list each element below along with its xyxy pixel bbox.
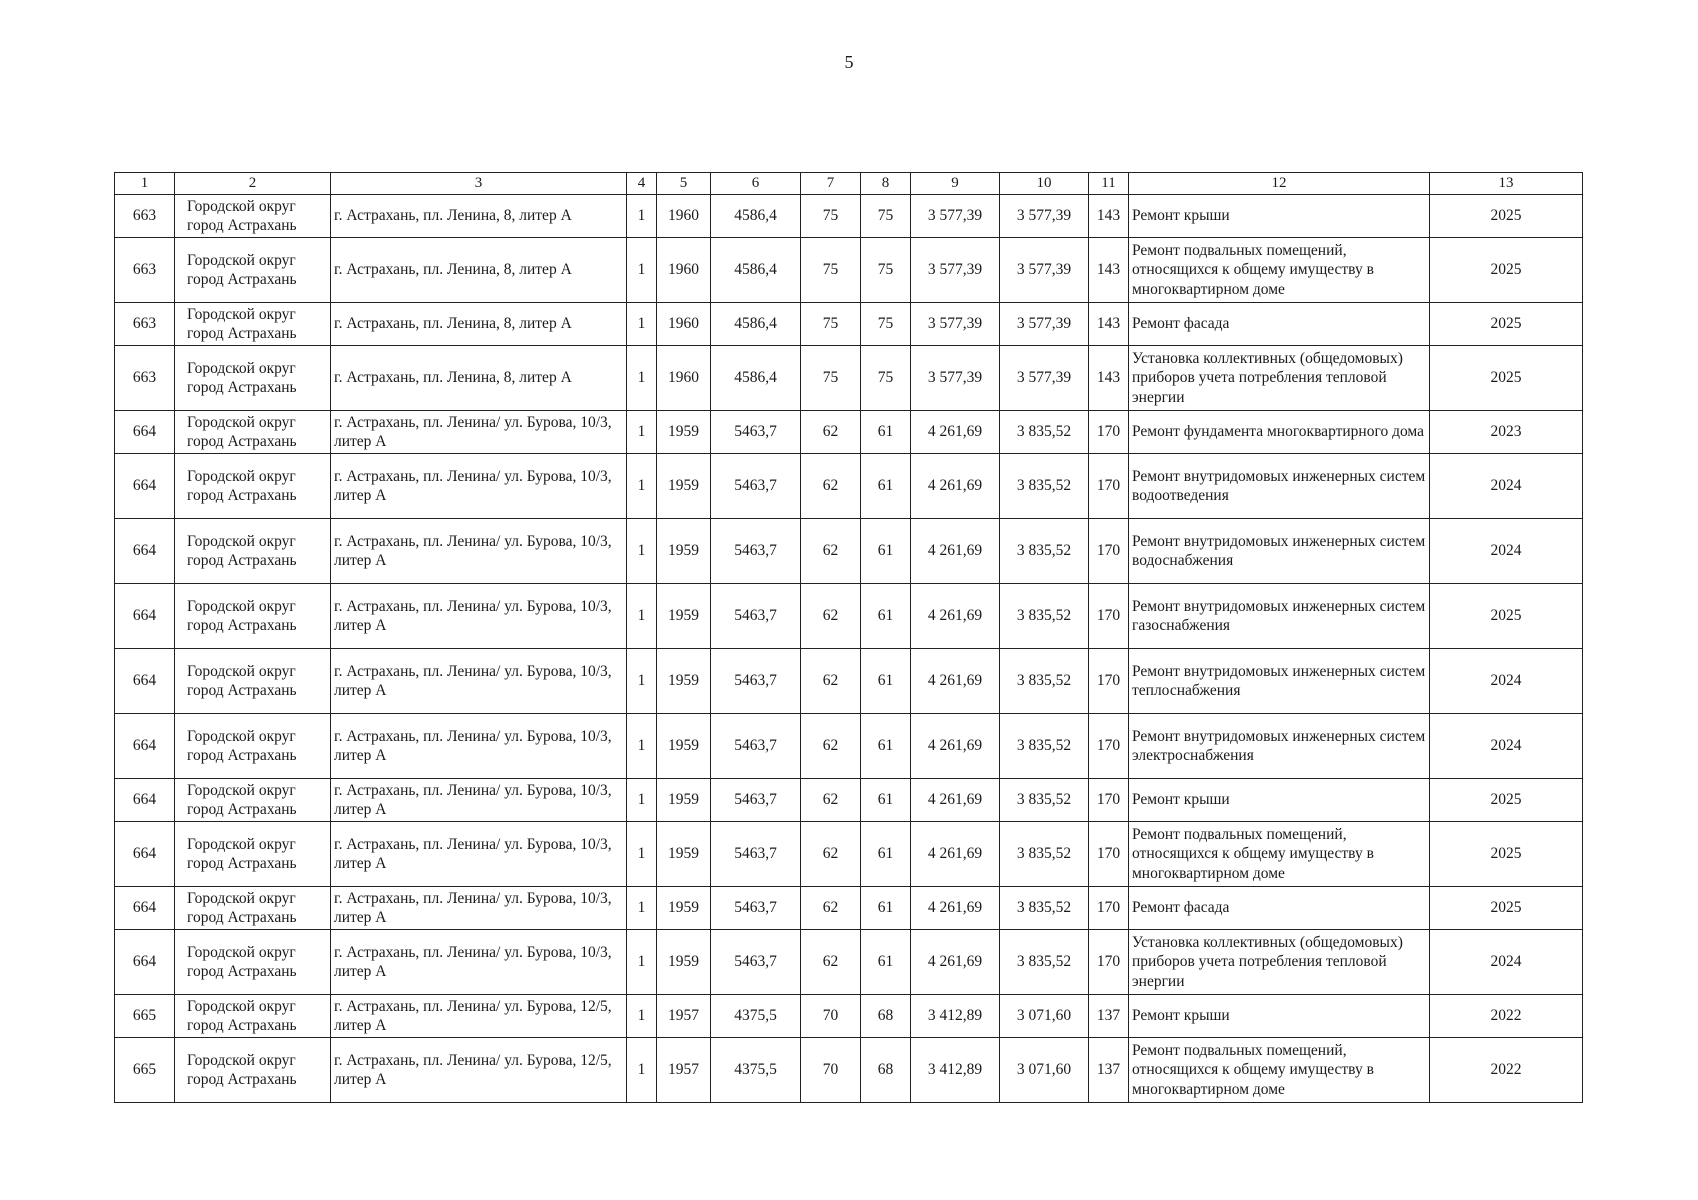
cell-cost-value-alt: 3 071,60 xyxy=(1000,995,1089,1038)
cell-year-built: 1959 xyxy=(657,411,711,454)
cell-wear-percent-alt: 61 xyxy=(861,714,911,779)
cell-planned-year: 2024 xyxy=(1430,454,1583,519)
cell-wear-percent: 75 xyxy=(801,303,861,346)
cell-work-type: Ремонт крыши xyxy=(1129,195,1430,238)
cell-cost-value: 4 261,69 xyxy=(911,822,1000,887)
cell-year-built: 1957 xyxy=(657,1038,711,1103)
cell-municipality: Городской округ город Астрахань xyxy=(175,822,331,887)
cell-municipality: Городской округ город Астрахань xyxy=(175,584,331,649)
cell-row-number: 663 xyxy=(115,238,175,303)
cell-year-built: 1959 xyxy=(657,779,711,822)
cell-year-built: 1959 xyxy=(657,454,711,519)
cell-planned-year: 2024 xyxy=(1430,649,1583,714)
table-row xyxy=(115,1038,1583,1103)
cell-year-built: 1959 xyxy=(657,930,711,995)
cell-address: г. Астрахань, пл. Ленина, 8, литер А xyxy=(331,238,627,303)
cell-wear-percent: 62 xyxy=(801,822,861,887)
cell-total-area: 5463,7 xyxy=(711,519,801,584)
column-header: 2 xyxy=(175,173,331,195)
cell-address: г. Астрахань, пл. Ленина/ ул. Бурова, 10/3, литер А xyxy=(331,584,627,649)
cell-total-area: 5463,7 xyxy=(711,454,801,519)
cell-material-code: 1 xyxy=(627,995,657,1038)
page-number: 5 xyxy=(844,52,854,72)
column-header: 10 xyxy=(1000,173,1089,195)
table-row xyxy=(115,411,1583,454)
cell-cost-value-alt: 3 577,39 xyxy=(1000,195,1089,238)
cell-municipality: Городской округ город Астрахань xyxy=(175,411,331,454)
cell-planned-year: 2024 xyxy=(1430,714,1583,779)
table-row xyxy=(115,454,1583,519)
cell-work-type: Ремонт фасада xyxy=(1129,887,1430,930)
cell-planned-year: 2024 xyxy=(1430,930,1583,995)
cell-planned-year: 2025 xyxy=(1430,195,1583,238)
cell-row-number: 664 xyxy=(115,887,175,930)
cell-material-code: 1 xyxy=(627,346,657,411)
table-row xyxy=(115,519,1583,584)
column-header: 13 xyxy=(1430,173,1583,195)
cell-cost-value: 4 261,69 xyxy=(911,411,1000,454)
cell-total-area: 5463,7 xyxy=(711,822,801,887)
table-body xyxy=(115,195,1583,1103)
cell-wear-percent: 62 xyxy=(801,714,861,779)
cell-municipality: Городской округ город Астрахань xyxy=(175,346,331,411)
cell-cost-value-alt: 3 835,52 xyxy=(1000,887,1089,930)
table-row xyxy=(115,303,1583,346)
cell-cost-value: 4 261,69 xyxy=(911,649,1000,714)
cell-work-type: Ремонт подвальных помещений, относящихся к общему имуществу в многоквартирном доме xyxy=(1129,238,1430,303)
cell-apartments-count: 143 xyxy=(1089,195,1129,238)
cell-wear-percent: 62 xyxy=(801,584,861,649)
cell-wear-percent: 75 xyxy=(801,346,861,411)
cell-row-number: 664 xyxy=(115,822,175,887)
cell-material-code: 1 xyxy=(627,649,657,714)
cell-year-built: 1959 xyxy=(657,822,711,887)
cell-planned-year: 2024 xyxy=(1430,519,1583,584)
cell-wear-percent: 70 xyxy=(801,995,861,1038)
cell-municipality: Городской округ город Астрахань xyxy=(175,303,331,346)
cell-row-number: 665 xyxy=(115,995,175,1038)
column-header: 3 xyxy=(331,173,627,195)
cell-wear-percent: 62 xyxy=(801,519,861,584)
cell-row-number: 664 xyxy=(115,519,175,584)
cell-wear-percent-alt: 61 xyxy=(861,779,911,822)
cell-address: г. Астрахань, пл. Ленина/ ул. Бурова, 10/3, литер А xyxy=(331,930,627,995)
cell-wear-percent-alt: 75 xyxy=(861,238,911,303)
cell-total-area: 5463,7 xyxy=(711,887,801,930)
cell-year-built: 1960 xyxy=(657,346,711,411)
cell-material-code: 1 xyxy=(627,411,657,454)
column-header: 8 xyxy=(861,173,911,195)
cell-municipality: Городской округ город Астрахань xyxy=(175,649,331,714)
cell-planned-year: 2023 xyxy=(1430,411,1583,454)
cell-apartments-count: 170 xyxy=(1089,887,1129,930)
cell-apartments-count: 143 xyxy=(1089,303,1129,346)
table-row xyxy=(115,346,1583,411)
cell-wear-percent-alt: 61 xyxy=(861,887,911,930)
cell-row-number: 665 xyxy=(115,1038,175,1103)
cell-row-number: 664 xyxy=(115,649,175,714)
cell-cost-value-alt: 3 835,52 xyxy=(1000,822,1089,887)
cell-cost-value: 3 577,39 xyxy=(911,238,1000,303)
cell-year-built: 1960 xyxy=(657,195,711,238)
cell-total-area: 5463,7 xyxy=(711,584,801,649)
cell-address: г. Астрахань, пл. Ленина/ ул. Бурова, 10/3, литер А xyxy=(331,779,627,822)
cell-wear-percent: 75 xyxy=(801,195,861,238)
cell-material-code: 1 xyxy=(627,887,657,930)
cell-row-number: 663 xyxy=(115,303,175,346)
cell-address: г. Астрахань, пл. Ленина, 8, литер А xyxy=(331,346,627,411)
cell-cost-value-alt: 3 835,52 xyxy=(1000,411,1089,454)
cell-work-type: Установка коллективных (общедомовых) приборов учета потребления тепловой энергии xyxy=(1129,346,1430,411)
cell-year-built: 1959 xyxy=(657,584,711,649)
cell-row-number: 664 xyxy=(115,454,175,519)
cell-wear-percent-alt: 61 xyxy=(861,930,911,995)
cell-municipality: Городской округ город Астрахань xyxy=(175,779,331,822)
table-row xyxy=(115,649,1583,714)
cell-address: г. Астрахань, пл. Ленина/ ул. Бурова, 10/3, литер А xyxy=(331,822,627,887)
cell-material-code: 1 xyxy=(627,1038,657,1103)
cell-cost-value-alt: 3 835,52 xyxy=(1000,649,1089,714)
cell-wear-percent: 62 xyxy=(801,454,861,519)
table-row xyxy=(115,822,1583,887)
cell-address: г. Астрахань, пл. Ленина/ ул. Бурова, 10/3, литер А xyxy=(331,519,627,584)
cell-work-type: Ремонт подвальных помещений, относящихся к общему имуществу в многоквартирном доме xyxy=(1129,1038,1430,1103)
table-row xyxy=(115,238,1583,303)
cell-planned-year: 2025 xyxy=(1430,303,1583,346)
cell-row-number: 664 xyxy=(115,714,175,779)
cell-cost-value-alt: 3 577,39 xyxy=(1000,303,1089,346)
cell-row-number: 664 xyxy=(115,779,175,822)
cell-cost-value-alt: 3 835,52 xyxy=(1000,584,1089,649)
cell-total-area: 4586,4 xyxy=(711,346,801,411)
cell-apartments-count: 170 xyxy=(1089,822,1129,887)
cell-address: г. Астрахань, пл. Ленина/ ул. Бурова, 12/5, литер А xyxy=(331,995,627,1038)
cell-cost-value-alt: 3 577,39 xyxy=(1000,346,1089,411)
cell-total-area: 5463,7 xyxy=(711,411,801,454)
cell-address: г. Астрахань, пл. Ленина/ ул. Бурова, 10/3, литер А xyxy=(331,887,627,930)
cell-municipality: Городской округ город Астрахань xyxy=(175,995,331,1038)
cell-total-area: 4375,5 xyxy=(711,1038,801,1103)
cell-work-type: Ремонт внутридомовых инженерных систем теплоснабжения xyxy=(1129,649,1430,714)
cell-apartments-count: 170 xyxy=(1089,411,1129,454)
cell-apartments-count: 143 xyxy=(1089,238,1129,303)
cell-total-area: 4375,5 xyxy=(711,995,801,1038)
cell-cost-value: 3 412,89 xyxy=(911,995,1000,1038)
table-row xyxy=(115,930,1583,995)
cell-work-type: Ремонт фасада xyxy=(1129,303,1430,346)
table-row xyxy=(115,779,1583,822)
cell-total-area: 4586,4 xyxy=(711,303,801,346)
cell-apartments-count: 170 xyxy=(1089,714,1129,779)
cell-wear-percent-alt: 68 xyxy=(861,995,911,1038)
cell-cost-value: 4 261,69 xyxy=(911,930,1000,995)
cell-year-built: 1959 xyxy=(657,714,711,779)
cell-wear-percent-alt: 61 xyxy=(861,519,911,584)
cell-apartments-count: 137 xyxy=(1089,1038,1129,1103)
cell-cost-value: 3 412,89 xyxy=(911,1038,1000,1103)
cell-cost-value: 3 577,39 xyxy=(911,195,1000,238)
cell-cost-value: 3 577,39 xyxy=(911,303,1000,346)
register-table xyxy=(114,172,1583,1103)
cell-municipality: Городской округ город Астрахань xyxy=(175,238,331,303)
cell-material-code: 1 xyxy=(627,238,657,303)
column-header: 7 xyxy=(801,173,861,195)
cell-apartments-count: 170 xyxy=(1089,649,1129,714)
cell-work-type: Ремонт внутридомовых инженерных систем электроснабжения xyxy=(1129,714,1430,779)
cell-cost-value: 4 261,69 xyxy=(911,454,1000,519)
cell-cost-value: 4 261,69 xyxy=(911,714,1000,779)
cell-planned-year: 2022 xyxy=(1430,1038,1583,1103)
cell-material-code: 1 xyxy=(627,519,657,584)
cell-cost-value: 4 261,69 xyxy=(911,584,1000,649)
cell-material-code: 1 xyxy=(627,303,657,346)
cell-wear-percent-alt: 61 xyxy=(861,584,911,649)
cell-municipality: Городской округ город Астрахань xyxy=(175,519,331,584)
cell-planned-year: 2025 xyxy=(1430,238,1583,303)
cell-wear-percent-alt: 61 xyxy=(861,454,911,519)
column-header: 5 xyxy=(657,173,711,195)
cell-wear-percent: 62 xyxy=(801,887,861,930)
cell-wear-percent-alt: 61 xyxy=(861,649,911,714)
cell-wear-percent: 70 xyxy=(801,1038,861,1103)
cell-total-area: 5463,7 xyxy=(711,930,801,995)
cell-planned-year: 2025 xyxy=(1430,584,1583,649)
cell-work-type: Ремонт подвальных помещений, относящихся к общему имуществу в многоквартирном доме xyxy=(1129,822,1430,887)
cell-planned-year: 2025 xyxy=(1430,346,1583,411)
cell-wear-percent-alt: 75 xyxy=(861,195,911,238)
cell-wear-percent-alt: 75 xyxy=(861,346,911,411)
cell-address: г. Астрахань, пл. Ленина/ ул. Бурова, 10/3, литер А xyxy=(331,714,627,779)
cell-wear-percent: 62 xyxy=(801,779,861,822)
cell-year-built: 1960 xyxy=(657,303,711,346)
cell-wear-percent-alt: 75 xyxy=(861,303,911,346)
cell-cost-value: 4 261,69 xyxy=(911,519,1000,584)
cell-work-type: Ремонт внутридомовых инженерных систем газоснабжения xyxy=(1129,584,1430,649)
cell-total-area: 4586,4 xyxy=(711,195,801,238)
cell-address: г. Астрахань, пл. Ленина, 8, литер А xyxy=(331,303,627,346)
cell-cost-value: 4 261,69 xyxy=(911,887,1000,930)
cell-cost-value: 4 261,69 xyxy=(911,779,1000,822)
cell-address: г. Астрахань, пл. Ленина/ ул. Бурова, 10/3, литер А xyxy=(331,649,627,714)
cell-wear-percent: 62 xyxy=(801,930,861,995)
cell-material-code: 1 xyxy=(627,714,657,779)
cell-apartments-count: 170 xyxy=(1089,930,1129,995)
cell-apartments-count: 137 xyxy=(1089,995,1129,1038)
cell-wear-percent-alt: 68 xyxy=(861,1038,911,1103)
cell-cost-value-alt: 3 577,39 xyxy=(1000,238,1089,303)
column-header: 1 xyxy=(115,173,175,195)
cell-work-type: Ремонт внутридомовых инженерных систем водоотведения xyxy=(1129,454,1430,519)
cell-row-number: 664 xyxy=(115,584,175,649)
cell-wear-percent: 62 xyxy=(801,649,861,714)
table-row xyxy=(115,995,1583,1038)
cell-municipality: Городской округ город Астрахань xyxy=(175,454,331,519)
cell-planned-year: 2022 xyxy=(1430,995,1583,1038)
cell-address: г. Астрахань, пл. Ленина, 8, литер А xyxy=(331,195,627,238)
cell-year-built: 1959 xyxy=(657,649,711,714)
cell-apartments-count: 143 xyxy=(1089,346,1129,411)
cell-apartments-count: 170 xyxy=(1089,519,1129,584)
cell-material-code: 1 xyxy=(627,779,657,822)
cell-total-area: 5463,7 xyxy=(711,779,801,822)
cell-year-built: 1960 xyxy=(657,238,711,303)
cell-total-area: 5463,7 xyxy=(711,649,801,714)
cell-row-number: 664 xyxy=(115,411,175,454)
cell-row-number: 663 xyxy=(115,195,175,238)
cell-address: г. Астрахань, пл. Ленина/ ул. Бурова, 10/3, литер А xyxy=(331,411,627,454)
column-header: 6 xyxy=(711,173,801,195)
cell-work-type: Ремонт крыши xyxy=(1129,995,1430,1038)
cell-cost-value: 3 577,39 xyxy=(911,346,1000,411)
cell-municipality: Городской округ город Астрахань xyxy=(175,714,331,779)
cell-total-area: 4586,4 xyxy=(711,238,801,303)
cell-address: г. Астрахань, пл. Ленина/ ул. Бурова, 12/5, литер А xyxy=(331,1038,627,1103)
cell-cost-value-alt: 3 835,52 xyxy=(1000,930,1089,995)
cell-wear-percent: 75 xyxy=(801,238,861,303)
cell-cost-value-alt: 3 835,52 xyxy=(1000,779,1089,822)
cell-municipality: Городской округ город Астрахань xyxy=(175,930,331,995)
cell-wear-percent-alt: 61 xyxy=(861,822,911,887)
cell-planned-year: 2025 xyxy=(1430,887,1583,930)
cell-apartments-count: 170 xyxy=(1089,584,1129,649)
table-row xyxy=(115,584,1583,649)
cell-material-code: 1 xyxy=(627,454,657,519)
cell-address: г. Астрахань, пл. Ленина/ ул. Бурова, 10/3, литер А xyxy=(331,454,627,519)
table-row xyxy=(115,195,1583,238)
cell-municipality: Городской округ город Астрахань xyxy=(175,887,331,930)
cell-planned-year: 2025 xyxy=(1430,822,1583,887)
table-row xyxy=(115,714,1583,779)
cell-cost-value-alt: 3 071,60 xyxy=(1000,1038,1089,1103)
cell-wear-percent: 62 xyxy=(801,411,861,454)
cell-apartments-count: 170 xyxy=(1089,779,1129,822)
cell-cost-value-alt: 3 835,52 xyxy=(1000,714,1089,779)
cell-row-number: 663 xyxy=(115,346,175,411)
table-row xyxy=(115,887,1583,930)
column-header: 12 xyxy=(1129,173,1430,195)
cell-municipality: Городской округ город Астрахань xyxy=(175,195,331,238)
cell-apartments-count: 170 xyxy=(1089,454,1129,519)
cell-work-type: Ремонт крыши xyxy=(1129,779,1430,822)
cell-year-built: 1957 xyxy=(657,995,711,1038)
cell-municipality: Городской округ город Астрахань xyxy=(175,1038,331,1103)
cell-work-type: Ремонт фундамента многоквартирного дома xyxy=(1129,411,1430,454)
cell-cost-value-alt: 3 835,52 xyxy=(1000,454,1089,519)
column-number-row xyxy=(115,173,1583,195)
cell-cost-value-alt: 3 835,52 xyxy=(1000,519,1089,584)
column-header: 4 xyxy=(627,173,657,195)
cell-material-code: 1 xyxy=(627,584,657,649)
column-header: 11 xyxy=(1089,173,1129,195)
cell-year-built: 1959 xyxy=(657,519,711,584)
cell-row-number: 664 xyxy=(115,930,175,995)
cell-total-area: 5463,7 xyxy=(711,714,801,779)
cell-work-type: Установка коллективных (общедомовых) приборов учета потребления тепловой энергии xyxy=(1129,930,1430,995)
cell-material-code: 1 xyxy=(627,195,657,238)
cell-year-built: 1959 xyxy=(657,887,711,930)
cell-material-code: 1 xyxy=(627,822,657,887)
cell-planned-year: 2025 xyxy=(1430,779,1583,822)
cell-wear-percent-alt: 61 xyxy=(861,411,911,454)
cell-material-code: 1 xyxy=(627,930,657,995)
column-header: 9 xyxy=(911,173,1000,195)
cell-work-type: Ремонт внутридомовых инженерных систем водоснабжения xyxy=(1129,519,1430,584)
